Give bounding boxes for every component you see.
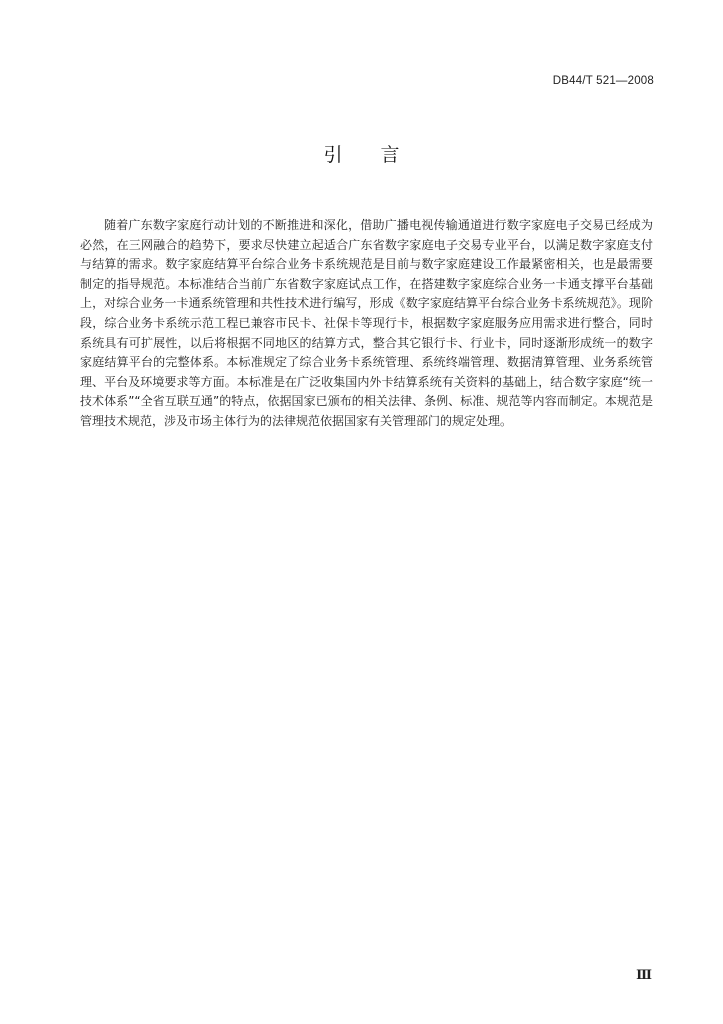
standard-code: DB44/T 521—2008 xyxy=(552,75,654,87)
introduction-paragraph: 随着广东数字家庭行动计划的不断推进和深化，借助广播电视传输通道进行数字家庭电子交易已经成为必然，在三网融合的趋势下，要求尽快建立起适合广东省数字家庭电子交易专业平台，以满足数字家庭支付与结算的需求。数字家庭结算平台综合业务卡系统规范是目前与数字家庭建设工作最紧密相关，也是最需要制定的指导规范。本标准结合当前广东省数字家庭试点工作，在搭建数字家庭综合业务一卡通支撑平台基础上，对综合业务一卡通系统管理和共性技术进行编写，形成《数字家庭结算平台综合业务卡系统规范》。现阶段，综合业务卡系统示范工程已兼容市民卡、社保卡等现行卡，根据数字家庭服务应用需求进行整合，同时系统具有可扩展性，以后将根据不同地区的结算方式，整合其它银行卡、行业卡，同时逐渐形成统一的数字家庭结算平台的完整体系。本标准规定了综合业务卡系统管理、系统终端管理、数据清算管理、业务系统管理、平台及环境要求等方面。本标准是在广泛收集国内外卡结算系统有关资料的基础上，结合数字家庭“统一技术体系”“全省互联互通”的特点，依据国家已颁布的相关法律、条例、标准、规范等内容而制定。本规范是管理技术规范，涉及市场主体行为的法律规范依据国家有关管理部门的规定处理。 xyxy=(80,218,653,428)
page-number: Ⅲ xyxy=(636,968,652,983)
page-title: 引言 xyxy=(323,144,438,166)
